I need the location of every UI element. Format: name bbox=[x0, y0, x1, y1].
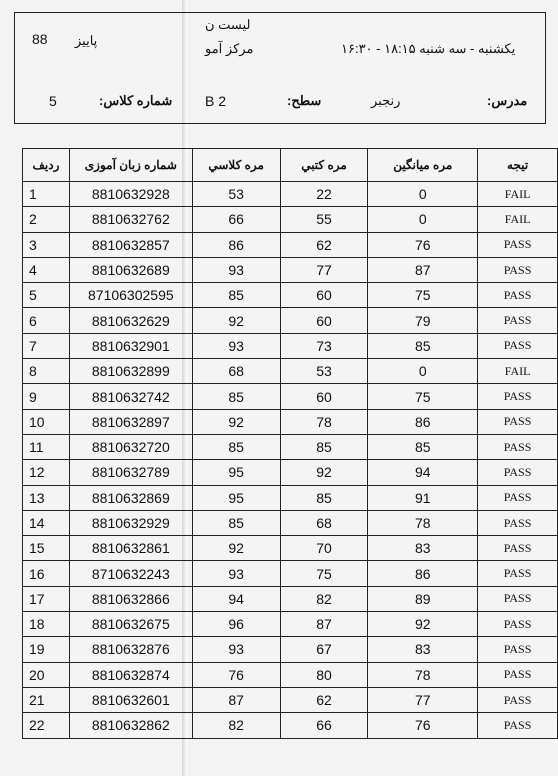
table-row bbox=[23, 384, 558, 409]
cell-class-score: 85 bbox=[192, 510, 280, 535]
cell-written-score: 85 bbox=[280, 485, 368, 510]
table-row bbox=[23, 586, 558, 611]
table-row bbox=[23, 510, 558, 535]
level: B 2 bbox=[205, 93, 227, 109]
cell-student-id: 8810632789 bbox=[69, 460, 192, 485]
cell-average: 76 bbox=[368, 713, 478, 738]
cell-class-score: 94 bbox=[192, 586, 280, 611]
cell-student-id: 8810632869 bbox=[69, 485, 192, 510]
table-row bbox=[23, 637, 558, 662]
level-label: سطح: bbox=[287, 93, 322, 108]
cell-student-id: 87106302595 bbox=[69, 283, 192, 308]
col-header-class-score: مره کلاسي bbox=[192, 149, 280, 182]
cell-student-id: 8810632899 bbox=[69, 359, 192, 384]
title-fragment: لیست ن bbox=[205, 17, 251, 32]
cell-class-score: 93 bbox=[192, 637, 280, 662]
cell-student-id: 8810632862 bbox=[69, 713, 192, 738]
col-header-average: مره میانگین bbox=[368, 149, 478, 182]
cell-student-id: 8810632857 bbox=[69, 232, 192, 257]
table-row bbox=[23, 434, 558, 459]
cell-row-number: 5 bbox=[23, 283, 70, 308]
cell-average: 87 bbox=[368, 257, 478, 282]
col-header-student-id: شماره زبان آموزی bbox=[69, 149, 192, 182]
cell-average: 85 bbox=[368, 333, 478, 358]
cell-class-score: 95 bbox=[192, 460, 280, 485]
cell-written-score: 73 bbox=[280, 333, 368, 358]
cell-student-id: 8810632629 bbox=[69, 308, 192, 333]
cell-result: PASS bbox=[478, 637, 558, 662]
cell-class-score: 68 bbox=[192, 359, 280, 384]
cell-class-score: 86 bbox=[192, 232, 280, 257]
table-row bbox=[23, 308, 558, 333]
cell-student-id: 8810632601 bbox=[69, 687, 192, 712]
cell-student-id: 8810632675 bbox=[69, 612, 192, 637]
cell-student-id: 8810632876 bbox=[69, 637, 192, 662]
cell-result: PASS bbox=[478, 434, 558, 459]
cell-row-number: 16 bbox=[23, 561, 70, 586]
cell-row-number: 1 bbox=[23, 182, 70, 207]
cell-result: PASS bbox=[478, 687, 558, 712]
table-header-row bbox=[23, 149, 558, 182]
cell-average: 89 bbox=[368, 586, 478, 611]
cell-class-score: 85 bbox=[192, 434, 280, 459]
cell-row-number: 18 bbox=[23, 612, 70, 637]
cell-student-id: 8810632720 bbox=[69, 434, 192, 459]
cell-written-score: 55 bbox=[280, 207, 368, 232]
cell-row-number: 11 bbox=[23, 434, 70, 459]
cell-average: 78 bbox=[368, 662, 478, 687]
cell-class-score: 87 bbox=[192, 687, 280, 712]
cell-written-score: 70 bbox=[280, 536, 368, 561]
table-row bbox=[23, 561, 558, 586]
cell-average: 85 bbox=[368, 434, 478, 459]
table-row bbox=[23, 333, 558, 358]
table-row bbox=[23, 662, 558, 687]
schedule: یکشنبه - سه شنبه ۱۸:۱۵ - ۱۶:۳۰ bbox=[341, 41, 516, 56]
cell-row-number: 22 bbox=[23, 713, 70, 738]
cell-student-id: 8810632874 bbox=[69, 662, 192, 687]
results-table bbox=[22, 148, 558, 739]
cell-average: 0 bbox=[368, 359, 478, 384]
cell-class-score: 53 bbox=[192, 182, 280, 207]
cell-written-score: 68 bbox=[280, 510, 368, 535]
cell-result: PASS bbox=[478, 586, 558, 611]
cell-class-score: 93 bbox=[192, 333, 280, 358]
cell-class-score: 66 bbox=[192, 207, 280, 232]
class-number-label: شماره کلاس: bbox=[99, 93, 173, 108]
cell-average: 94 bbox=[368, 460, 478, 485]
cell-result: PASS bbox=[478, 232, 558, 257]
cell-written-score: 80 bbox=[280, 662, 368, 687]
cell-class-score: 92 bbox=[192, 536, 280, 561]
table-row bbox=[23, 257, 558, 282]
table-row bbox=[23, 207, 558, 232]
cell-written-score: 62 bbox=[280, 232, 368, 257]
cell-written-score: 62 bbox=[280, 687, 368, 712]
cell-result: PASS bbox=[478, 333, 558, 358]
table-row bbox=[23, 612, 558, 637]
cell-row-number: 7 bbox=[23, 333, 70, 358]
table-row bbox=[23, 283, 558, 308]
cell-written-score: 60 bbox=[280, 283, 368, 308]
cell-result: FAIL bbox=[478, 182, 558, 207]
table-row bbox=[23, 359, 558, 384]
cell-result: PASS bbox=[478, 409, 558, 434]
cell-row-number: 19 bbox=[23, 637, 70, 662]
cell-row-number: 6 bbox=[23, 308, 70, 333]
cell-row-number: 2 bbox=[23, 207, 70, 232]
table-row bbox=[23, 713, 558, 738]
cell-written-score: 78 bbox=[280, 409, 368, 434]
cell-class-score: 76 bbox=[192, 662, 280, 687]
cell-row-number: 8 bbox=[23, 359, 70, 384]
cell-average: 86 bbox=[368, 409, 478, 434]
cell-written-score: 53 bbox=[280, 359, 368, 384]
cell-result: PASS bbox=[478, 662, 558, 687]
cell-row-number: 10 bbox=[23, 409, 70, 434]
cell-student-id: 8810632897 bbox=[69, 409, 192, 434]
cell-class-score: 92 bbox=[192, 409, 280, 434]
results-table-wrap bbox=[22, 148, 558, 739]
cell-average: 92 bbox=[368, 612, 478, 637]
cell-student-id: 8810632901 bbox=[69, 333, 192, 358]
cell-average: 0 bbox=[368, 182, 478, 207]
term: پاییز bbox=[75, 33, 98, 48]
cell-student-id: 8810632866 bbox=[69, 586, 192, 611]
cell-average: 77 bbox=[368, 687, 478, 712]
cell-result: PASS bbox=[478, 384, 558, 409]
cell-row-number: 15 bbox=[23, 536, 70, 561]
table-row bbox=[23, 485, 558, 510]
cell-class-score: 85 bbox=[192, 283, 280, 308]
cell-row-number: 12 bbox=[23, 460, 70, 485]
table-row bbox=[23, 536, 558, 561]
cell-average: 76 bbox=[368, 232, 478, 257]
col-header-row-number: ردیف bbox=[23, 149, 70, 182]
cell-result: PASS bbox=[478, 561, 558, 586]
cell-written-score: 85 bbox=[280, 434, 368, 459]
table-row bbox=[23, 232, 558, 257]
cell-result: FAIL bbox=[478, 207, 558, 232]
cell-student-id: 8810632861 bbox=[69, 536, 192, 561]
table-row bbox=[23, 687, 558, 712]
cell-class-score: 96 bbox=[192, 612, 280, 637]
cell-written-score: 82 bbox=[280, 586, 368, 611]
cell-written-score: 92 bbox=[280, 460, 368, 485]
cell-row-number: 13 bbox=[23, 485, 70, 510]
cell-class-score: 85 bbox=[192, 384, 280, 409]
cell-row-number: 17 bbox=[23, 586, 70, 611]
cell-written-score: 67 bbox=[280, 637, 368, 662]
cell-result: PASS bbox=[478, 460, 558, 485]
cell-row-number: 14 bbox=[23, 510, 70, 535]
cell-student-id: 8810632928 bbox=[69, 182, 192, 207]
cell-row-number: 9 bbox=[23, 384, 70, 409]
cell-row-number: 3 bbox=[23, 232, 70, 257]
cell-student-id: 8810632742 bbox=[69, 384, 192, 409]
cell-written-score: 87 bbox=[280, 612, 368, 637]
cell-class-score: 82 bbox=[192, 713, 280, 738]
cell-written-score: 75 bbox=[280, 561, 368, 586]
header-box bbox=[14, 12, 546, 124]
cell-result: PASS bbox=[478, 308, 558, 333]
cell-row-number: 20 bbox=[23, 662, 70, 687]
cell-written-score: 66 bbox=[280, 713, 368, 738]
cell-average: 75 bbox=[368, 283, 478, 308]
cell-result: PASS bbox=[478, 485, 558, 510]
cell-class-score: 92 bbox=[192, 308, 280, 333]
cell-result: PASS bbox=[478, 510, 558, 535]
institute-fragment: مرکز آمو bbox=[205, 41, 254, 56]
cell-average: 79 bbox=[368, 308, 478, 333]
cell-result: PASS bbox=[478, 257, 558, 282]
cell-class-score: 93 bbox=[192, 257, 280, 282]
cell-result: PASS bbox=[478, 283, 558, 308]
cell-result: FAIL bbox=[478, 359, 558, 384]
teacher-label: مدرس: bbox=[487, 93, 528, 108]
cell-row-number: 21 bbox=[23, 687, 70, 712]
cell-written-score: 22 bbox=[280, 182, 368, 207]
cell-result: PASS bbox=[478, 713, 558, 738]
cell-row-number: 4 bbox=[23, 257, 70, 282]
cell-average: 83 bbox=[368, 536, 478, 561]
cell-written-score: 77 bbox=[280, 257, 368, 282]
cell-student-id: 8710632243 bbox=[69, 561, 192, 586]
cell-average: 0 bbox=[368, 207, 478, 232]
cell-student-id: 8810632762 bbox=[69, 207, 192, 232]
cell-written-score: 60 bbox=[280, 308, 368, 333]
table-row bbox=[23, 409, 558, 434]
col-header-written-score: مره كتبي bbox=[280, 149, 368, 182]
code: 88 bbox=[32, 31, 48, 47]
cell-class-score: 95 bbox=[192, 485, 280, 510]
cell-average: 86 bbox=[368, 561, 478, 586]
teacher: رنجبر bbox=[371, 93, 401, 108]
col-header-result: تیجه bbox=[478, 149, 558, 182]
cell-written-score: 60 bbox=[280, 384, 368, 409]
class-number: 5 bbox=[49, 93, 57, 109]
table-row bbox=[23, 460, 558, 485]
cell-result: PASS bbox=[478, 612, 558, 637]
cell-average: 83 bbox=[368, 637, 478, 662]
cell-student-id: 8810632689 bbox=[69, 257, 192, 282]
cell-class-score: 93 bbox=[192, 561, 280, 586]
cell-student-id: 8810632929 bbox=[69, 510, 192, 535]
cell-average: 78 bbox=[368, 510, 478, 535]
table-row bbox=[23, 182, 558, 207]
cell-average: 75 bbox=[368, 384, 478, 409]
cell-average: 91 bbox=[368, 485, 478, 510]
cell-result: PASS bbox=[478, 536, 558, 561]
